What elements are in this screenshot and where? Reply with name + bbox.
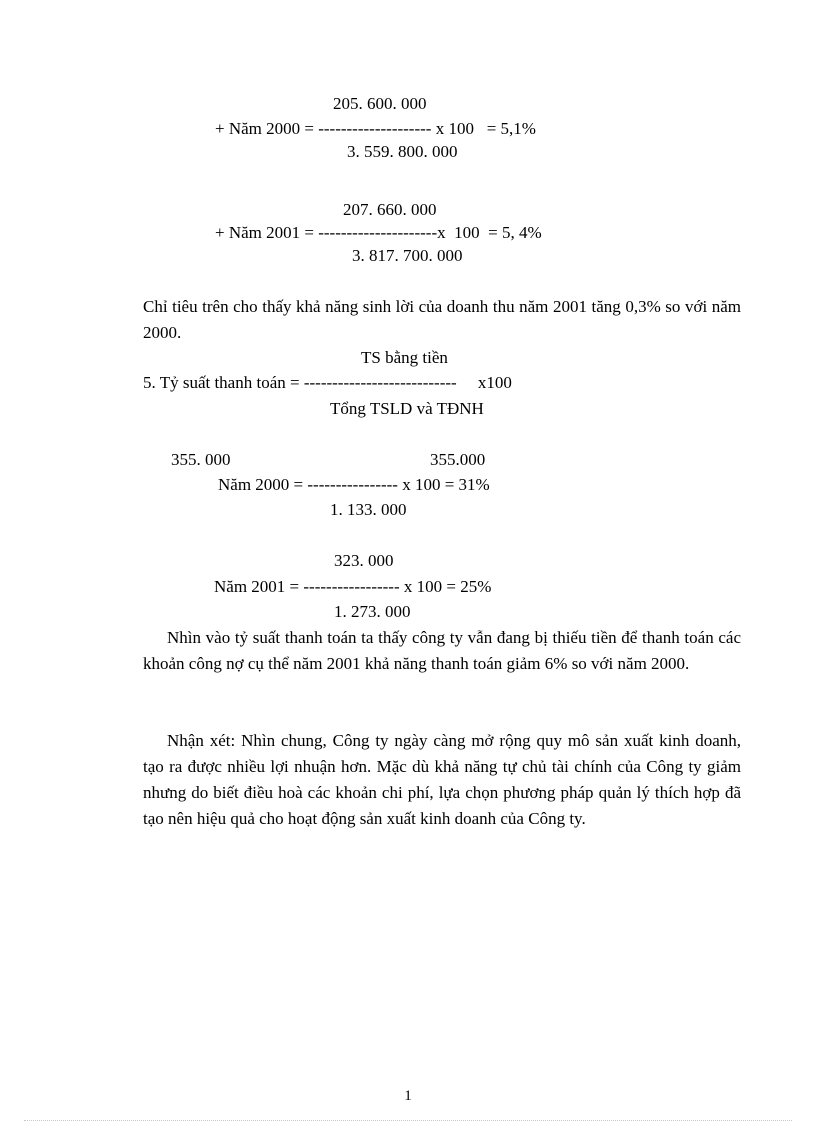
payment-2000-side-value: 355. 000 (171, 450, 231, 469)
page-number: 1 (404, 1088, 412, 1104)
footer-divider (24, 1120, 792, 1121)
payment-ratio-expression: 5. Tỷ suất thanh toán = --------------------------- x100 (143, 373, 512, 392)
formula-2000-profit-denominator: 3. 559. 800. 000 (347, 142, 458, 161)
formula-2000-profit-expression: + Năm 2000 = -------------------- x 100 = 5,1% (215, 119, 536, 138)
payment-ratio-denominator: Tổng TSLD và TĐNH (330, 399, 484, 418)
formula-2000-profit-numerator: 205. 600. 000 (333, 94, 427, 113)
payment-2001-expression: Năm 2001 = ----------------- x 100 = 25% (214, 577, 492, 596)
paragraph-payment: Nhìn vào tỷ suất thanh toán ta thấy công ty vẫn đang bị thiếu tiền để thanh toán các khoản công nợ cụ thể năm 2001 khả năng thanh toán giảm 6% so với năm 2000. (143, 628, 741, 673)
payment-2001-denominator: 1. 273. 000 (334, 602, 411, 621)
payment-2001-numerator: 323. 000 (334, 551, 394, 570)
payment-2000-expression: Năm 2000 = ---------------- x 100 = 31% (218, 475, 490, 494)
payment-2000-numerator: 355.000 (430, 450, 486, 469)
formula-2001-profit-expression: + Năm 2001 = ---------------------x 100 = 5, 4% (215, 223, 542, 242)
formula-2001-profit-denominator: 3. 817. 700. 000 (352, 246, 463, 265)
paragraph-profit: Chỉ tiêu trên cho thấy khả năng sinh lời của doanh thu năm 2001 tăng 0,3% so với năm 2000. (143, 297, 741, 342)
payment-2000-denominator: 1. 133. 000 (330, 500, 407, 519)
paragraph-conclusion: Nhận xét: Nhìn chung, Công ty ngày càng mở rộng quy mô sản xuất kinh doanh, tạo ra được nhiều lợi nhuận hơn. Mặc dù khả năng tự chủ tài chính của Công ty giảm nhưng do biết điều hoà các khoản chi phí, lựa chọn phương pháp quản lý thích hợp đã tạo nên hiệu quả cho hoạt động sản xuất kinh doanh của Công ty. (143, 731, 741, 828)
formula-2001-profit-numerator: 207. 660. 000 (343, 200, 437, 219)
payment-ratio-numerator: TS bằng tiền (361, 348, 448, 367)
